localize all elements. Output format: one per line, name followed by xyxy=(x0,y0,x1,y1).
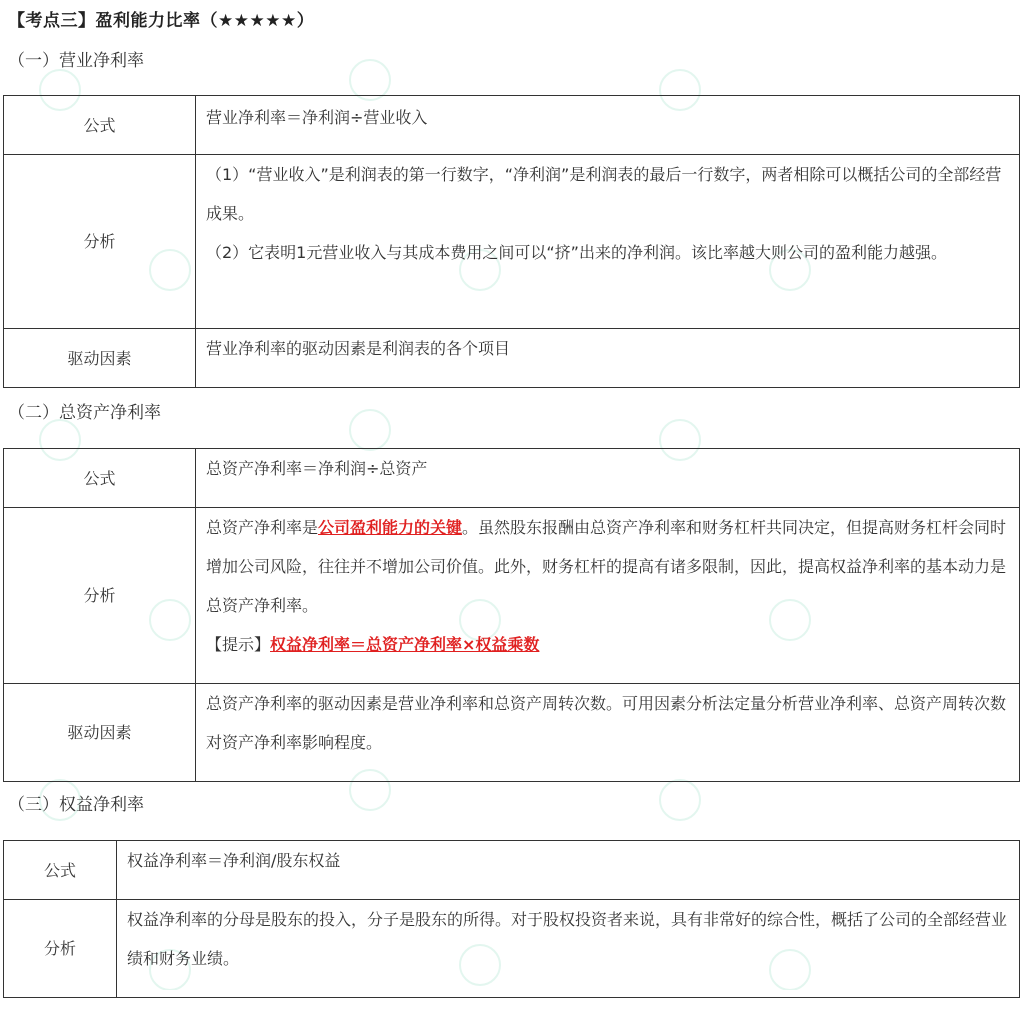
highlight-key-text: 公司盈利能力的关键 xyxy=(318,518,463,537)
tip-line xyxy=(206,625,1011,664)
table-row xyxy=(4,155,1020,329)
table-row xyxy=(4,841,1020,900)
section-heading-3: （三）权益净利率 xyxy=(8,795,144,815)
analysis-paragraph xyxy=(206,508,1011,625)
table-row xyxy=(4,96,1020,155)
analysis-paragraph-1: （1）“营业收入”是利润表的第一行数字，“净利润”是利润表的最后一行数字，两者相除可以概括公司的全部经营成果。 xyxy=(206,165,1002,223)
row-label: 驱动因素 xyxy=(4,684,196,782)
row-label: 分析 xyxy=(4,155,196,329)
analysis-post: 。虽然股东报酬由总资产净利率和财务杠杆共同决定，但提高财务杠杆会同时增加公司风险，往往并不增加公司价值。此外，财务杠杆的提高有诸多限制，因此，提高权益净利率的基本动力是总资产净利率。 xyxy=(206,518,1007,615)
row-label: 公式 xyxy=(4,96,196,155)
section-heading-1: （一）营业净利率 xyxy=(8,51,144,71)
analysis-text xyxy=(196,155,1020,329)
table-row xyxy=(4,900,1020,998)
driver-text: 营业净利率的驱动因素是利润表的各个项目 xyxy=(196,329,1020,388)
analysis-pre: 总资产净利率是 xyxy=(206,518,319,537)
analysis-text: 权益净利率的分母是股东的投入，分子是股东的所得。对于股权投资者来说，具有非常好的综合性，概括了公司的全部经营业绩和财务业绩。 xyxy=(117,900,1020,998)
formula-text: 总资产净利率＝净利润÷总资产 xyxy=(196,449,1020,508)
row-label: 分析 xyxy=(4,508,196,684)
tip-formula: 权益净利率＝总资产净利率×权益乘数 xyxy=(270,635,540,654)
row-label: 驱动因素 xyxy=(4,329,196,388)
row-label: 公式 xyxy=(4,841,117,900)
analysis-paragraph-2: （2）它表明1元营业收入与其成本费用之间可以“挤”出来的净利润。该比率越大则公司的盈利能力越强。 xyxy=(206,243,947,262)
formula-text: 权益净利率＝净利润/股东权益 xyxy=(117,841,1020,900)
table-row xyxy=(4,329,1020,388)
page-title: 【考点三】盈利能力比率（★★★★★） xyxy=(8,11,315,31)
table-row xyxy=(4,684,1020,782)
formula-text: 营业净利率＝净利润÷营业收入 xyxy=(196,96,1020,155)
table-row xyxy=(4,449,1020,508)
row-label: 分析 xyxy=(4,900,117,998)
row-label: 公式 xyxy=(4,449,196,508)
table-row xyxy=(4,508,1020,684)
table-roa xyxy=(3,448,1020,782)
analysis-text xyxy=(196,508,1020,684)
table-operating-net-margin xyxy=(3,95,1020,388)
tip-label: 【提示】 xyxy=(206,635,271,654)
driver-text: 总资产净利率的驱动因素是营业净利率和总资产周转次数。可用因素分析法定量分析营业净利率、总资产周转次数对资产净利率影响程度。 xyxy=(196,684,1020,782)
table-roe xyxy=(3,840,1020,998)
section-heading-2: （二）总资产净利率 xyxy=(8,403,161,423)
